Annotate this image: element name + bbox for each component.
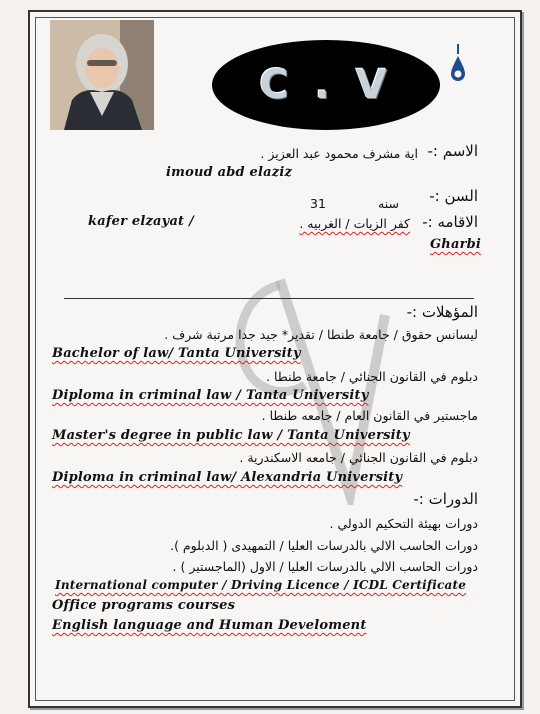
qualifications-heading: المؤهلات :- [406, 303, 478, 321]
qualification-en-1: Bachelor of law/ Tanta University [52, 346, 301, 361]
qualification-en-3: Master's degree in public law / Tanta University [52, 428, 410, 443]
course-en-3: English language and Human Develoment [52, 618, 367, 633]
qualification-ar-2: دبلوم في القانون الجنائي / جامعة طنطا . [266, 369, 478, 384]
courses-heading: الدورات :- [413, 490, 478, 508]
residence-latin-2: Gharbi [430, 237, 482, 252]
course-en-1: International computer / Driving Licence / ICDL Certificate [55, 578, 467, 592]
drop-icon [447, 44, 469, 84]
residence-value: كفر الزيات / الغربيه . [299, 216, 410, 231]
course-ar-1: دورات بهيئة التحكيم الدولي . [329, 516, 478, 531]
age-label: السن :- [429, 187, 478, 205]
qualification-en-4: Diploma in criminal law/ Alexandria University [52, 470, 403, 485]
qualification-ar-3: ماجستير في القانون العام / جامعه طنطا . [261, 408, 478, 423]
section-divider [64, 298, 474, 299]
name-value: اية مشرف محمود عبد العزيز . [260, 146, 418, 161]
age-value: 31 [310, 196, 326, 211]
profile-photo [50, 20, 154, 130]
course-en-2: Office programs courses [52, 598, 236, 613]
course-ar-3: دورات الحاسب الالي بالدرسات العليا / الاول (الماجستير ) . [172, 559, 478, 574]
qualification-ar-4: دبلوم في القانون الجنائي / جامعه الاسكندرية . [239, 450, 478, 465]
age-unit: سنه [378, 196, 399, 211]
qualification-en-2: Diploma in criminal law / Tanta University [52, 388, 369, 403]
residence-label: الاقامه :- [422, 213, 478, 231]
name-latin: imoud abd elaziz [166, 165, 293, 180]
course-ar-2: دورات الحاسب الالي بالدرسات العليا / التمهيدى ( الدبلوم ). [170, 538, 478, 553]
name-label: الاسم :- [427, 142, 478, 160]
cv-title: C . V [259, 62, 393, 108]
qualification-ar-1: ليسانس حقوق / جامعة طنطا / تقدير* جيد جدا مرتبة شرف . [164, 327, 478, 342]
residence-latin-1: kafer elzayat / [88, 214, 194, 229]
